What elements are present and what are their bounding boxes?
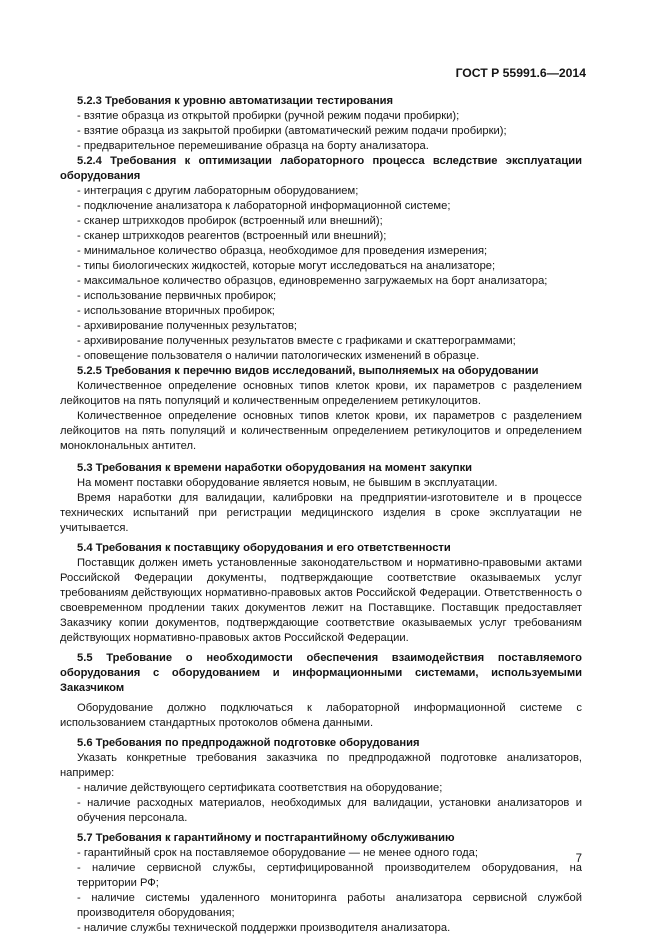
list-item: - использование первичных пробирок;: [77, 290, 277, 302]
document-body: [60, 94, 582, 936]
paragraph: Поставщик должен иметь установленные законодательством и нормативно-правовыми актами Российской Федерации документы, подтверждающие соответствие оказываемых услуг требованиям действующих нормативно-правовых актов Российской Федерации. Ответственность о своевременном продлении таких документов лежит на Поставщике. Поставщик предоставляет Заказчику копии документов, подтверждающие соответствие оказываемых услуг требованиям действующих нормативно-правовых актов Российской Федерации.: [60, 557, 582, 644]
section-5-2-4-heading: 5.2.4 Требования к оптимизации лабораторного процесса вследствие эксплуатации оборудования: [60, 155, 582, 182]
list-item: - сканер штрихкодов реагентов (встроенный или внешний);: [77, 230, 387, 242]
section-5-3-heading: 5.3 Требования к времени наработки оборудования на момент закупки: [77, 462, 473, 474]
paragraph: Количественное определение основных типов клеток крови, их параметров с разделением лейкоцитов на пять популяций и количественным определением ретикулоцитов и определением моноклональных антител.: [60, 410, 582, 452]
list-item: - взятие образца из закрытой пробирки (автоматический режим подачи пробирки);: [77, 125, 507, 137]
section-5-7-heading: 5.7 Требования к гарантийному и постгарантийному обслуживанию: [77, 832, 455, 844]
list-item: - наличие службы технической поддержки производителя анализатора.: [77, 922, 451, 934]
list-item: - сканер штрихкодов пробирок (встроенный или внешний);: [77, 215, 383, 227]
list-item: - предварительное перемешивание образца на борту анализатора.: [77, 140, 429, 152]
page-number: 7: [575, 853, 582, 865]
list-item: - гарантийный срок на поставляемое оборудование — не менее одного года;: [77, 847, 478, 859]
paragraph: Время наработки для валидации, калибровки на предприятии-изготовителе и в процессе технических испытаний при регистрации медицинского изделия в сроке эксплуатации не учитывается.: [60, 492, 582, 534]
list-item: - типы биологических жидкостей, которые могут исследоваться на анализаторе;: [77, 260, 496, 272]
paragraph: Оборудование должно подключаться к лабораторной информационной системе с использованием стандартных протоколов обмена данными.: [60, 702, 582, 729]
list-item: - минимальное количество образца, необходимое для проведения измерения;: [77, 245, 488, 257]
list-item: - взятие образца из открытой пробирки (ручной режим подачи пробирки);: [77, 110, 460, 122]
list-item: - наличие системы удаленного мониторинга работы анализатора сервисной службой производителя оборудования;: [77, 892, 582, 919]
document-header-id: ГОСТ Р 55991.6—2014: [455, 66, 586, 80]
list-item: - оповещение пользователя о наличии патологических изменений в образце.: [77, 350, 480, 362]
list-item: - наличие расходных материалов, необходимых для валидации, установки анализаторов и обучения персонала.: [77, 797, 582, 824]
list-item: - наличие сервисной службы, сертифицированной производителем оборудования, на территории РФ;: [77, 862, 582, 889]
section-5-5-heading: 5.5 Требование о необходимости обеспечения взаимодействия поставляемого оборудования с оборудованием и информационными системами, используемыми Заказчиком: [60, 652, 582, 694]
paragraph: Количественное определение основных типов клеток крови, их параметров с разделением лейкоцитов на пять популяций и количественным определением ретикулоцитов.: [60, 380, 582, 407]
list-item: - архивирование полученных результатов вместе с графиками и скаттерограммами;: [77, 335, 516, 347]
section-5-4-heading: 5.4 Требования к поставщику оборудования и его ответственности: [77, 542, 451, 554]
list-item: - наличие действующего сертификата соответствия на оборудование;: [77, 782, 443, 794]
list-item: - максимальное количество образцов, единовременно загружаемых на борт анализатора;: [77, 275, 548, 287]
list-item: - архивирование полученных результатов;: [77, 320, 298, 332]
list-item: - использование вторичных пробирок;: [77, 305, 275, 317]
section-5-6-heading: 5.6 Требования по предпродажной подготовке оборудования: [77, 737, 420, 749]
list-item: - интеграция с другим лабораторным оборудованием;: [77, 185, 359, 197]
paragraph: Указать конкретные требования заказчика по предпродажной подготовке анализаторов, например:: [60, 752, 582, 779]
section-5-2-3-heading: 5.2.3 Требования к уровню автоматизации тестирования: [77, 95, 393, 107]
paragraph: На момент поставки оборудование является новым, не бывшим в эксплуатации.: [77, 477, 498, 489]
section-5-2-5-heading: 5.2.5 Требования к перечню видов исследований, выполняемых на оборудовании: [77, 365, 539, 377]
list-item: - подключение анализатора к лабораторной информационной системе;: [77, 200, 451, 212]
